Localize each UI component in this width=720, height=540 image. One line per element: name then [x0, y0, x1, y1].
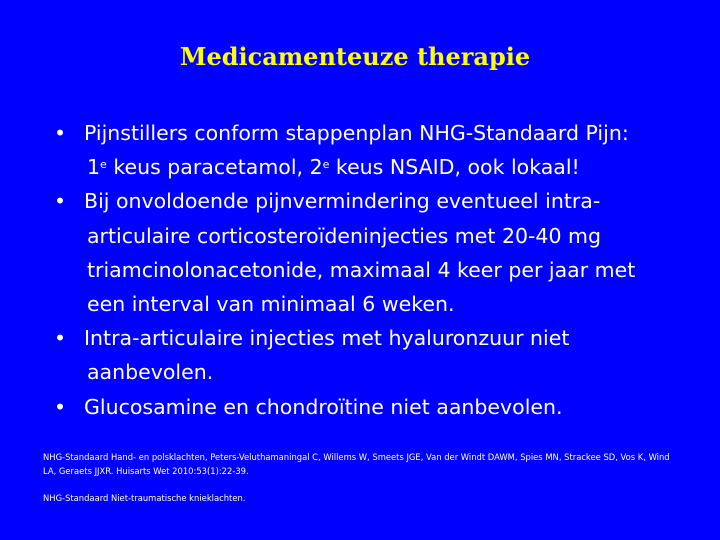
- slide-title: Medicamenteuze therapie: [179, 42, 531, 71]
- bullet-line: aanbevolen.: [87, 360, 214, 385]
- bullet-line: Pijnstillers conform stappenplan NHG-Standaard Pijn:: [84, 121, 629, 145]
- bullet-marker: •: [54, 394, 67, 419]
- bullet-line: triamcinolonacetonide, maximaal 4 keer per jaar met: [87, 257, 636, 282]
- bullet-line: een interval van minimaal 6 weken.: [87, 292, 455, 317]
- bullet-text: keus paracetamol, 2: [106, 155, 323, 180]
- bullet-marker: •: [54, 326, 67, 351]
- ordinal-number: 1: [87, 155, 101, 180]
- bullet-item-3: [54, 321, 714, 389]
- ordinal-suffix: e: [322, 158, 330, 172]
- reference-1: NHG-Standaard Hand- en polsklachten, Peters-Veluthamaningal C, Willems W, Smeets JGE, Van der Windt DAWM, Spies MN, Strackee SD, Vos K, Wind LA, Geraets JJXR. Huisarts Wet 2010:53(1):22-39.: [43, 452, 670, 476]
- bullet-item-2: [54, 184, 714, 321]
- bullet-marker: •: [54, 121, 67, 145]
- bullet-line: Intra-articulaire injecties met hyaluronzuur niet: [84, 326, 570, 351]
- reference-2: NHG-Standaard Niet-traumatische knieklachten.: [43, 493, 246, 503]
- bullet-text: keus NSAID, ook lokaal!: [329, 155, 580, 180]
- bullet-line: Glucosamine en chondroïtine niet aanbevolen.: [84, 394, 563, 419]
- bullet-line: [84, 150, 714, 184]
- ordinal-suffix: e: [100, 158, 107, 172]
- bullet-list: [54, 116, 714, 424]
- bullet-item-1: [54, 116, 714, 184]
- bullet-item-4: [54, 390, 714, 424]
- bullet-line: Bij onvoldoende pijnvermindering eventueel intra-: [84, 189, 601, 214]
- bullet-line: articulaire corticosteroïdeninjecties met 20-40 mg: [87, 223, 602, 248]
- references: [43, 450, 683, 518]
- bullet-marker: •: [54, 189, 67, 214]
